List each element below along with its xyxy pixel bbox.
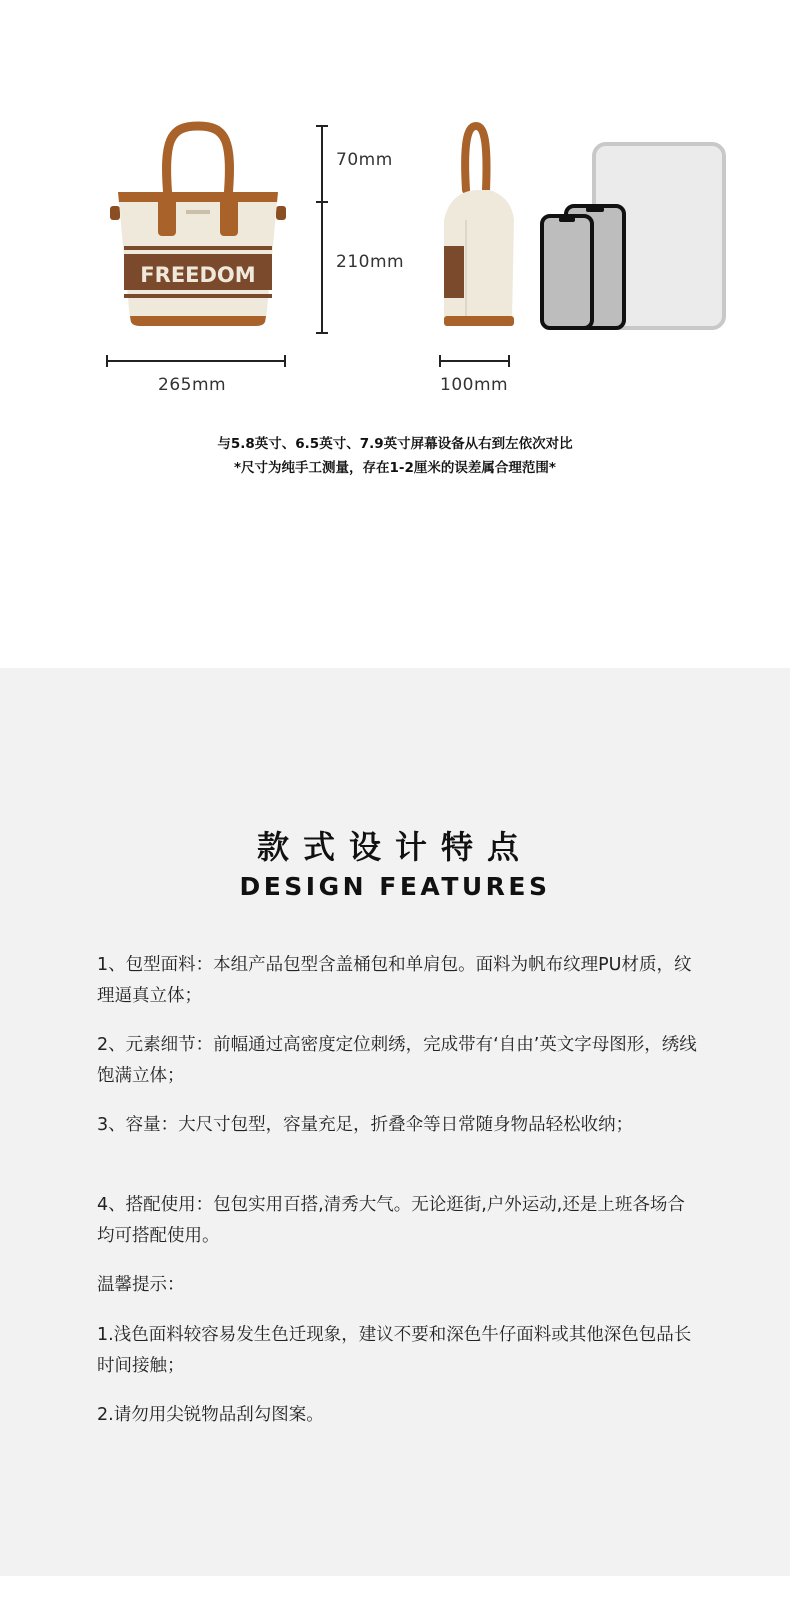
tips-heading: 温馨提示：: [97, 1275, 185, 1295]
height-body-label: 210mm: [336, 252, 405, 272]
features-title-cn: 款式设计特点: [256, 828, 533, 866]
bag-side-image: [430, 120, 530, 335]
width-front-label: 265mm: [158, 375, 227, 395]
bag-front-image: [108, 120, 288, 335]
feature-paragraph-4: 4、搭配使用：包包实用百搭,清秀大气。无论逛街,户外运动,还是上班各场合均可搭配使用。: [97, 1195, 685, 1246]
feature-paragraph-3: 3、容量：大尺寸包型，容量充足，折叠伞等日常随身物品轻松收纳；: [97, 1115, 634, 1135]
width-side-label: 100mm: [440, 375, 509, 395]
feature-paragraph-1: 1、包型面料：本组产品包型含盖桶包和单肩包。面料为帆布纹理PU材质，纹理逼真立体；: [97, 955, 692, 1006]
comparison-note: 与5.8英寸、6.5英寸、7.9英寸屏幕设备从右到左依次对比: [217, 436, 573, 452]
screen-comparison-image: [538, 140, 738, 340]
height-handle-label: 70mm: [336, 150, 393, 170]
bag-print-text: FREEDOM: [140, 263, 256, 287]
measure-note: *尺寸为纯手工测量，存在1-2厘米的误差属合理范围*: [233, 460, 556, 476]
features-title-en: DESIGN FEATURES: [239, 872, 551, 901]
feature-paragraph-2: 2、元素细节：前幅通过高密度定位刺绣，完成带有‘自由’英文字母图形，绣线饱满立体；: [97, 1035, 697, 1086]
tip-paragraph-2: 2.请勿用尖锐物品刮勾图案。: [97, 1405, 324, 1425]
tip-paragraph-1: 1.浅色面料较容易发生色迁现象，建议不要和深色牛仔面料或其他深色包品长时间接触；: [97, 1325, 692, 1376]
